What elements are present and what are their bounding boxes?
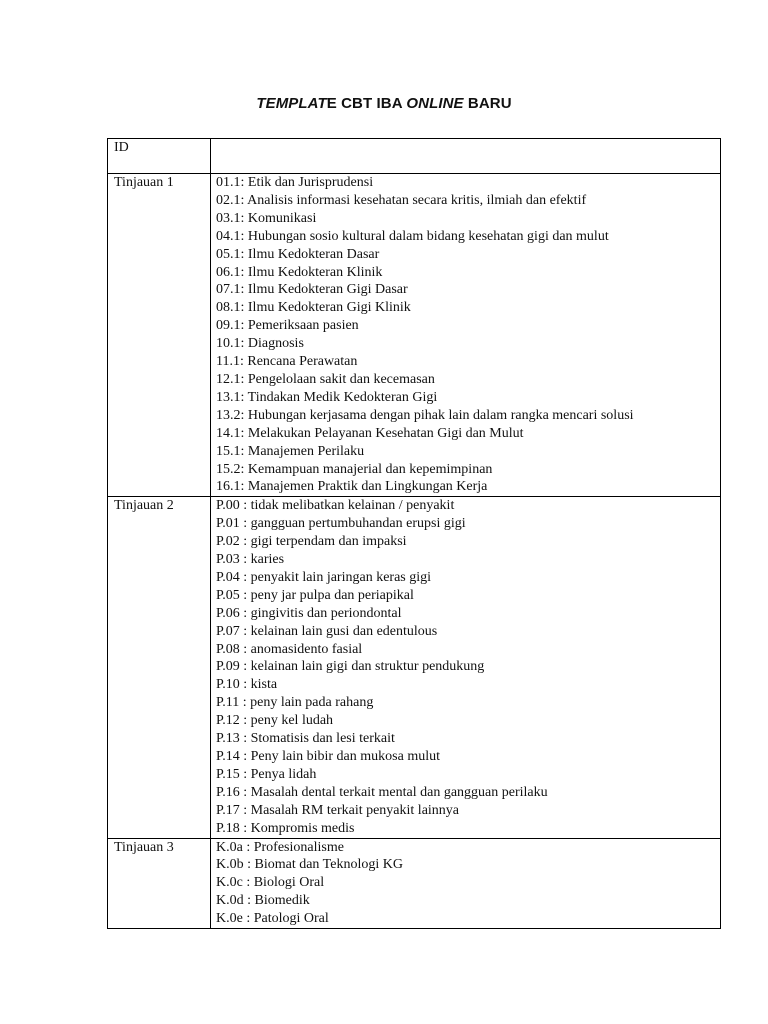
row-label: Tinjauan 1	[108, 174, 211, 497]
list-item: 02.1: Analisis informasi kesehatan secara kritis, ilmiah dan efektif	[216, 192, 587, 208]
list-item: 15.1: Manajemen Perilaku	[216, 443, 365, 459]
list-item: 09.1: Pemeriksaan pasien	[216, 318, 359, 334]
list-item: K.0b : Biomat dan Teknologi KG	[216, 857, 403, 873]
list-item: 13.2: Hubungan kerjasama dengan pihak lain dalam rangka mencari solusi	[216, 407, 634, 423]
list-item: P.16 : Masalah dental terkait mental dan gangguan perilaku	[216, 784, 548, 800]
list-item: P.00 : tidak melibatkan kelainan / penyakit	[216, 498, 455, 514]
list-item: 07.1: Ilmu Kedokteran Gigi Dasar	[216, 282, 408, 298]
list-item: P.03 : karies	[216, 552, 285, 568]
list-item: K.0a : Profesionalisme	[216, 839, 344, 855]
table-body	[108, 139, 721, 929]
table-row	[108, 497, 721, 838]
list-item: P.04 : penyakit lain jaringan keras gigi	[216, 569, 432, 585]
row-content	[211, 174, 721, 497]
list-item: 10.1: Diagnosis	[216, 336, 304, 352]
list-item: P.02 : gigi terpendam dan impaksi	[216, 534, 407, 550]
list-item: P.13 : Stomatisis dan lesi terkait	[216, 731, 395, 747]
table-row	[108, 838, 721, 929]
list-item: P.12 : peny kel ludah	[216, 713, 334, 729]
list-item: P.17 : Masalah RM terkait penyakit lainnya	[216, 802, 460, 818]
list-item: 08.1: Ilmu Kedokteran Gigi Klinik	[216, 300, 411, 316]
row-content	[211, 838, 721, 929]
title-part-online: ONLINE	[406, 95, 464, 112]
list-item: 16.1: Manajemen Praktik dan Lingkungan Kerja	[216, 479, 488, 495]
list-item: 12.1: Pengelolaan sakit dan kecemasan	[216, 371, 435, 387]
list-item: 13.1: Tindakan Medik Kedokteran Gigi	[216, 389, 438, 405]
row-label: Tinjauan 3	[108, 838, 211, 929]
title-part-baru: BARU	[463, 95, 512, 112]
title-part-template: TEMPLAT	[256, 95, 327, 112]
list-item: P.10 : kista	[216, 677, 278, 693]
list-item: P.09 : kelainan lain gigi dan struktur pendukung	[216, 659, 485, 675]
document-title	[0, 95, 768, 112]
row-content	[211, 497, 721, 838]
title-part-cbt-iba: E CBT IBA	[326, 95, 407, 112]
id-value	[211, 139, 721, 174]
list-item: P.15 : Penya lidah	[216, 766, 317, 782]
id-label: ID	[108, 139, 211, 174]
list-item: P.06 : gingivitis dan periondontal	[216, 605, 402, 621]
list-item: 11.1: Rencana Perawatan	[216, 354, 358, 370]
table-row	[108, 174, 721, 497]
row-label: Tinjauan 2	[108, 497, 211, 838]
list-item: 03.1: Komunikasi	[216, 210, 317, 226]
list-item: P.05 : peny jar pulpa dan periapikal	[216, 587, 414, 603]
list-item: P.08 : anomasidento fasial	[216, 641, 363, 657]
list-item: 06.1: Ilmu Kedokteran Klinik	[216, 264, 383, 280]
list-item: P.18 : Kompromis medis	[216, 820, 355, 836]
list-item: P.14 : Peny lain bibir dan mukosa mulut	[216, 749, 440, 764]
list-item: P.11 : peny lain pada rahang	[216, 695, 374, 711]
list-item: 14.1: Melakukan Pelayanan Kesehatan Gigi dan Mulut	[216, 425, 524, 441]
id-row	[108, 139, 721, 174]
list-item: P.01 : gangguan pertumbuhandan erupsi gigi	[216, 516, 466, 532]
list-item: 15.2: Kemampuan manajerial dan kepemimpinan	[216, 461, 493, 477]
list-item: K.0c : Biologi Oral	[216, 875, 325, 891]
list-item: 04.1: Hubungan sosio kultural dalam bidang kesehatan gigi dan mulut	[216, 228, 609, 244]
list-item: 05.1: Ilmu Kedokteran Dasar	[216, 246, 380, 262]
tinjauan-table	[107, 138, 721, 929]
list-item: P.07 : kelainan lain gusi dan edentulous	[216, 623, 438, 639]
list-item: K.0e : Patologi Oral	[216, 911, 329, 927]
list-item: 01.1: Etik dan Jurisprudensi	[216, 175, 374, 190]
list-item: K.0d : Biomedik	[216, 893, 310, 909]
